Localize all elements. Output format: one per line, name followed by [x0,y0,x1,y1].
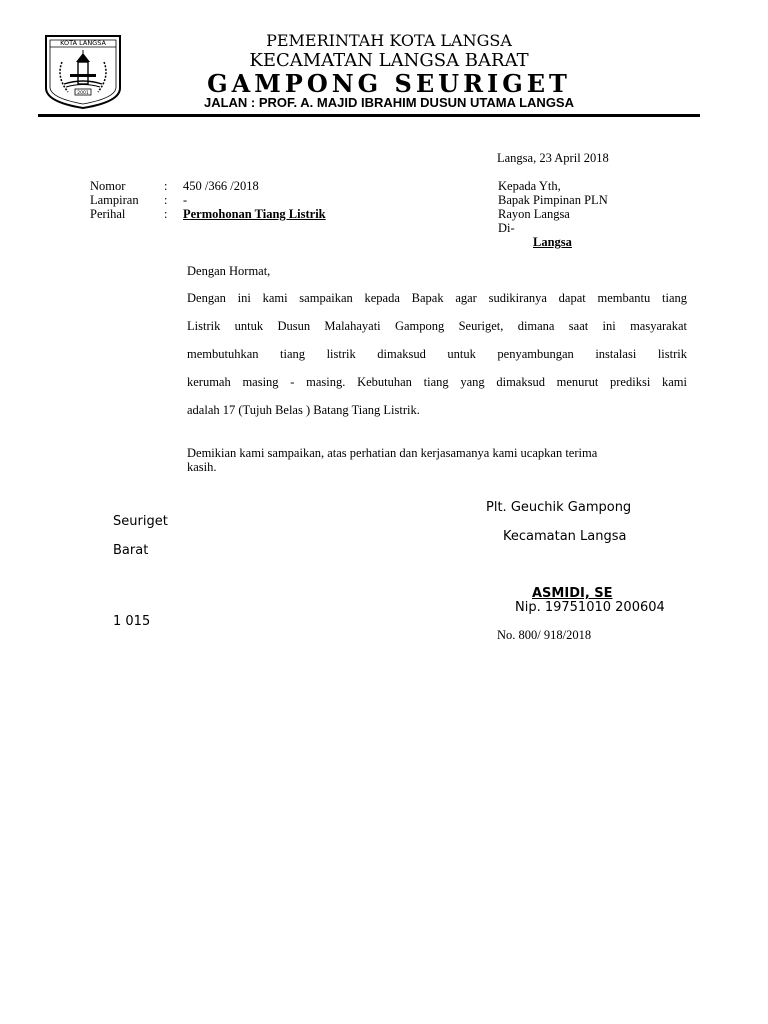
header-divider [38,114,700,117]
perihal-value: Permohonan Tiang Listrik [183,207,326,221]
body-paragraph [187,284,687,424]
signatory-title2: Kecamatan Langsa [503,529,627,544]
perihal-label: Perihal [90,207,126,221]
perihal-separator: : [164,207,168,221]
recipient-line2: Bapak Pimpinan PLN [498,193,608,207]
closing-paragraph [187,446,687,474]
recipient-city: Langsa [533,235,572,249]
closing-line1: Demikian kami sampaikan, atas perhatian dan kerjasamanya kami ucapkan terima [187,446,598,460]
recipient-line1: Kepada Yth, [498,179,561,193]
lampiran-value: - [183,193,188,207]
lampiran-separator: : [164,193,168,207]
lampiran-label: Lampiran [90,193,139,207]
signatory-nip: Nip. 19751010 200604 [515,600,665,615]
body-line: membutuhkan tiang listrik dimaksud untuk penyambungan instalasi listrik [187,347,687,361]
recipient-line4: Di- [498,221,515,235]
logo-text-top: KOTA LANGSA [60,39,106,47]
body-line: kerumah masing - masing. Kebutuhan tiang yang dimaksud menurut prediksi kami [187,375,687,389]
greeting: Dengan Hormat, [187,264,271,278]
recipient-line3: Rayon Langsa [498,207,570,221]
stray-text-number: 1 015 [113,614,151,629]
stray-text-seuriget: Seuriget [113,514,168,529]
body-line: Listrik untuk Dusun Malahayati Gampong Seuriget, dimana saat ini masyarakat [187,319,687,333]
header-government: PEMERINTAH KOTA LANGSA [266,31,512,50]
header-village: GAMPONG SEURIGET [207,69,571,98]
nomor-label: Nomor [90,179,126,193]
closing-line2: kasih. [187,460,217,474]
header-district: KECAMATAN LANGSA BARAT [249,50,529,71]
header-address: JALAN : PROF. A. MAJID IBRAHIM DUSUN UTAMA LANGSA [203,95,574,110]
signatory-title1: Plt. Geuchik Gampong [486,500,632,515]
logo-text-bottom: 2001 [77,91,89,96]
signatory-name: ASMIDI, SE [532,586,613,601]
stray-text-barat: Barat [113,543,149,558]
letter-date: Langsa, 23 April 2018 [497,151,609,165]
body-line: adalah 17 (Tujuh Belas ) Batang Tiang Listrik. [187,403,420,417]
nomor-separator: : [164,179,168,193]
reference-number: No. 800/ 918/2018 [497,628,592,642]
body-line: Dengan ini kami sampaikan kepada Bapak agar sudikiranya dapat membantu tiang [187,291,687,305]
nomor-value: 450 /366 /2018 [183,179,259,193]
